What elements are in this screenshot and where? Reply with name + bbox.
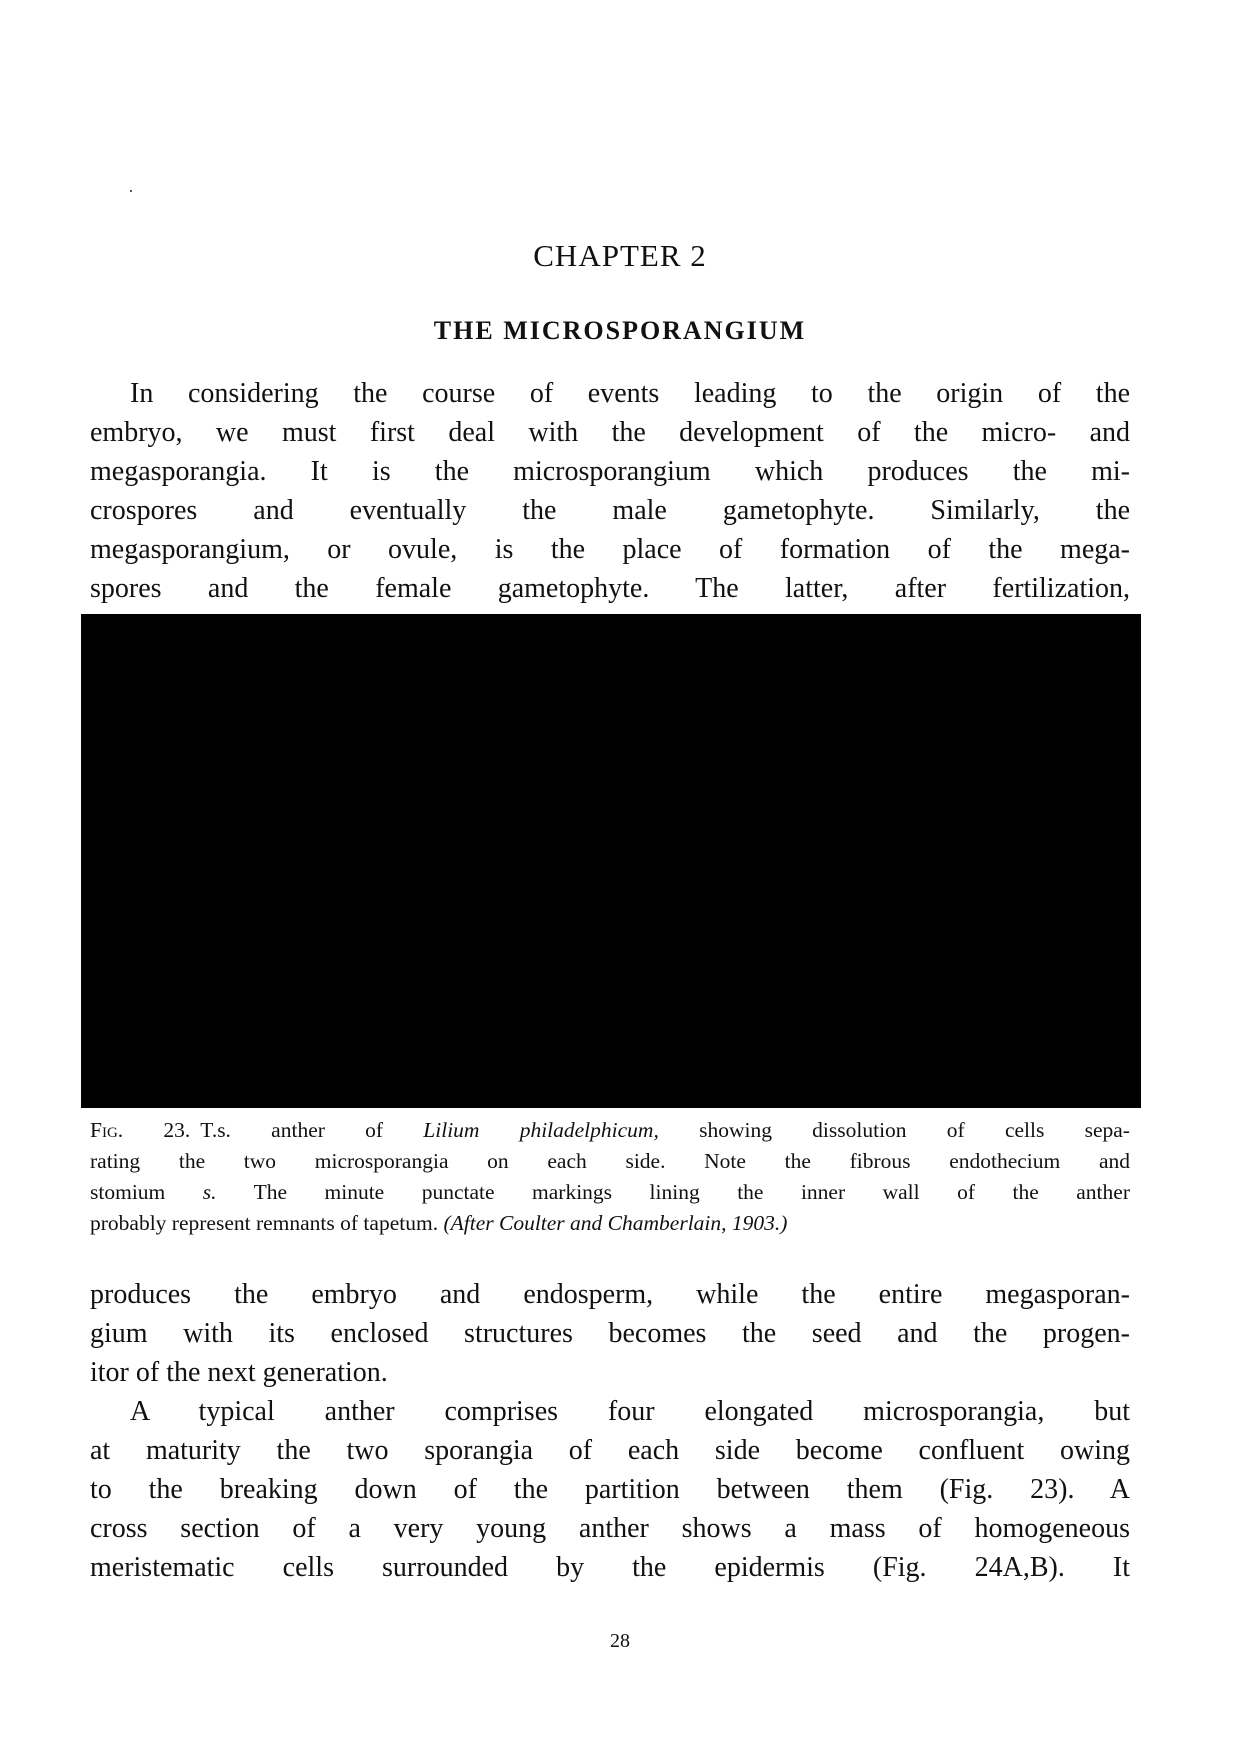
caption-text: T.s. anther of <box>200 1118 424 1142</box>
text-line: spores and the female gametophyte. The latter, after fertilization, <box>90 573 1130 604</box>
text-line: at maturity the two sporangia of each side become confluent owing <box>90 1435 1130 1466</box>
caption-text: probably represent remnants of tapetum. <box>90 1211 444 1235</box>
stomium-symbol: s. <box>202 1180 217 1204</box>
paragraph-2 <box>90 1275 1130 1587</box>
species-name: Lilium philadelphicum, <box>423 1118 659 1142</box>
caption-line <box>90 1177 1130 1208</box>
text-line: gium with its enclosed structures becomes the seed and the progen- <box>90 1318 1130 1349</box>
scan-speck <box>130 190 132 192</box>
figure-label: Fig. 23. <box>90 1118 191 1142</box>
text-line: to the breaking down of the partition between them (Fig. 23). A <box>90 1474 1130 1505</box>
text-line: crospores and eventually the male gametophyte. Similarly, the <box>90 495 1130 526</box>
text-line: cross section of a very young anther shows a mass of homogeneous <box>90 1513 1130 1544</box>
text-line: itor of the next generation. <box>90 1357 388 1388</box>
caption-text: The minute punctate markings lining the inner wall of the anther <box>216 1180 1130 1204</box>
caption-line <box>90 1115 1130 1146</box>
paragraph-1 <box>90 374 1130 608</box>
text-line: megasporangia. It is the microsporangium which produces the mi- <box>90 456 1130 487</box>
text-line: A typical anther comprises four elongated microsporangia, but <box>130 1396 1130 1427</box>
figure-23-image <box>81 614 1141 1108</box>
text-line: produces the embryo and endosperm, while the entire megasporan- <box>90 1279 1130 1310</box>
text-line: In considering the course of events leading to the origin of the <box>130 378 1130 409</box>
figure-caption <box>90 1115 1130 1239</box>
chapter-heading: CHAPTER 2 <box>533 238 707 273</box>
caption-line: rating the two microsporangia on each side. Note the fibrous endothecium and <box>90 1149 1130 1173</box>
caption-citation: (After Coulter and Chamberlain, 1903.) <box>443 1211 788 1235</box>
caption-line <box>90 1208 1130 1239</box>
page-number: 28 <box>610 1630 630 1652</box>
chapter-title: THE MICROSPORANGIUM <box>433 316 807 345</box>
caption-text: showing dissolution of cells sepa- <box>658 1118 1130 1142</box>
text-line: embryo, we must first deal with the development of the micro- and <box>90 417 1130 448</box>
caption-text: stomium <box>90 1180 203 1204</box>
text-line: meristematic cells surrounded by the epidermis (Fig. 24A,B). It <box>90 1552 1130 1583</box>
text-line: megasporangium, or ovule, is the place of formation of the mega- <box>90 534 1130 565</box>
